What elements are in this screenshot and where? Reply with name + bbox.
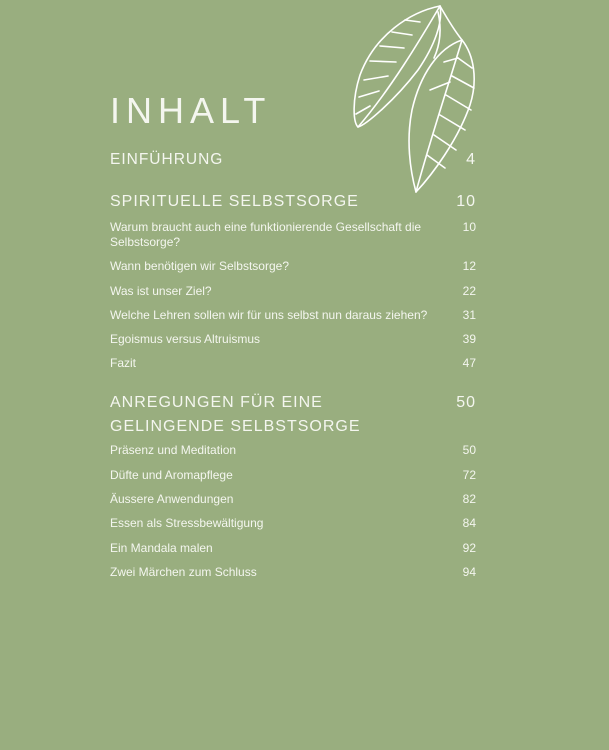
toc-section-suggestions[interactable] <box>110 391 476 439</box>
toc-entry-label: Fazit <box>110 356 137 371</box>
toc-entry[interactable] <box>110 308 476 323</box>
toc-entry-page: 22 <box>462 283 476 298</box>
toc-entry-page: 50 <box>462 443 476 458</box>
toc-entry-label: Wann benötigen wir Selbstsorge? <box>110 259 289 274</box>
toc-entry-label: Zwei Märchen zum Schluss <box>110 564 257 579</box>
toc-section-spiritual[interactable] <box>110 190 476 214</box>
toc-entry-page: 47 <box>462 356 476 371</box>
toc-entry-page: 84 <box>462 516 476 531</box>
toc-entry[interactable] <box>110 332 476 347</box>
toc-entry-page: 92 <box>462 540 476 555</box>
toc-entry[interactable] <box>110 541 476 556</box>
toc-entry-page: 12 <box>462 259 476 274</box>
toc-entry-label: Welche Lehren sollen wir für uns selbst nun daraus ziehen? <box>110 307 428 322</box>
table-of-contents <box>110 148 476 589</box>
toc-entry-page: 10 <box>462 220 476 234</box>
toc-entry[interactable] <box>110 565 476 580</box>
page-title: INHALT <box>110 90 272 131</box>
toc-entry[interactable] <box>110 443 476 458</box>
toc-entry-label: Warum braucht auch eine funktionierende Gesellschaft die Selbstsorge? <box>110 220 422 249</box>
toc-entry[interactable] <box>110 468 476 483</box>
toc-intro[interactable] <box>110 148 476 172</box>
toc-section-page: 50 <box>456 394 476 412</box>
toc-section-label: SPIRITUELLE SELBSTSORGE <box>110 193 359 210</box>
toc-entry-label: Äussere Anwendungen <box>110 492 234 507</box>
toc-section-page: 10 <box>456 193 476 210</box>
toc-section-label: EINFÜHRUNG <box>110 151 224 168</box>
toc-entry-label: Egoismus versus Altruismus <box>110 332 261 347</box>
toc-section-label: ANREGUNGEN FÜR EINE GELINGENDE SELBSTSORGE <box>110 394 361 436</box>
toc-entry[interactable] <box>110 516 476 531</box>
toc-entry-label: Präsenz und Meditation <box>110 443 237 458</box>
toc-entry-label: Düfte und Aromapflege <box>110 467 233 482</box>
toc-entry-page: 31 <box>462 307 476 322</box>
toc-entry-label: Essen als Stressbewältigung <box>110 516 264 531</box>
toc-entry-page: 39 <box>462 332 476 347</box>
toc-section-page: 4 <box>466 151 476 168</box>
toc-entry-page: 94 <box>462 564 476 579</box>
toc-entry[interactable] <box>110 492 476 507</box>
toc-entry-label: Ein Mandala malen <box>110 540 213 555</box>
toc-entry-page: 72 <box>462 467 476 482</box>
toc-entry-page: 82 <box>462 492 476 507</box>
toc-entry[interactable] <box>110 284 476 299</box>
toc-entry[interactable] <box>110 259 476 274</box>
toc-entry-label: Was ist unser Ziel? <box>110 283 212 298</box>
toc-entry[interactable] <box>110 356 476 371</box>
toc-entry[interactable] <box>110 220 476 250</box>
